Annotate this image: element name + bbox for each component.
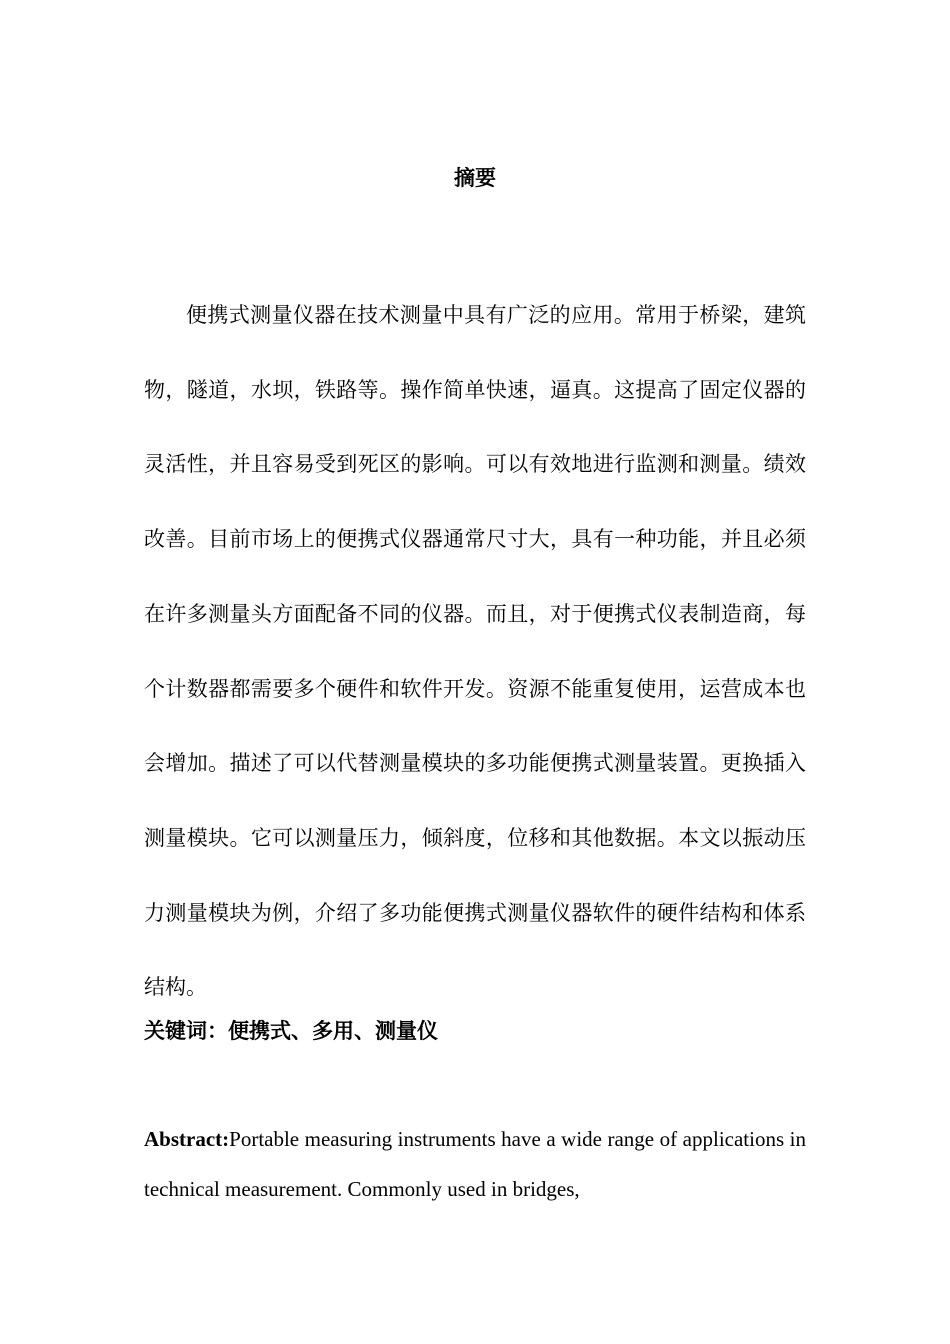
abstract-label: Abstract: — [144, 1127, 230, 1151]
chinese-abstract-paragraph: 便携式测量仪器在技术测量中具有广泛的应用。常用于桥梁，建筑物，隧道，水坝，铁路等。操作简单快速，逼真。这提高了固定仪器的灵活性，并且容易受到死区的影响。可以有效地进行监测和测量。绩效改善。目前市场上的便携式仪器通常尺寸大，具有一种功能，并且必须在许多测量头方面配备不同的仪器。而且，对于便携式仪表制造商，每个计数器都需要多个硬件和软件开发。资源不能重复使用，运营成本也会增加。描述了可以代替测量模块的多功能便携式测量装置。更换插入测量模块。它可以测量压力，倾斜度，位移和其他数据。本文以振动压力测量模块为例，介绍了多功能便携式测量仪器软件的硬件结构和体系结构。 — [144, 303, 806, 1000]
keywords-line: 关键词：便携式、多用、测量仪 — [144, 1019, 438, 1043]
english-abstract-text: Portable measuring instruments have a wide range of applications in technical measurement. Commonly used in bridges, — [144, 1127, 806, 1201]
abstract-heading: 摘要 — [454, 166, 496, 190]
english-abstract-paragraph — [144, 1114, 806, 1214]
